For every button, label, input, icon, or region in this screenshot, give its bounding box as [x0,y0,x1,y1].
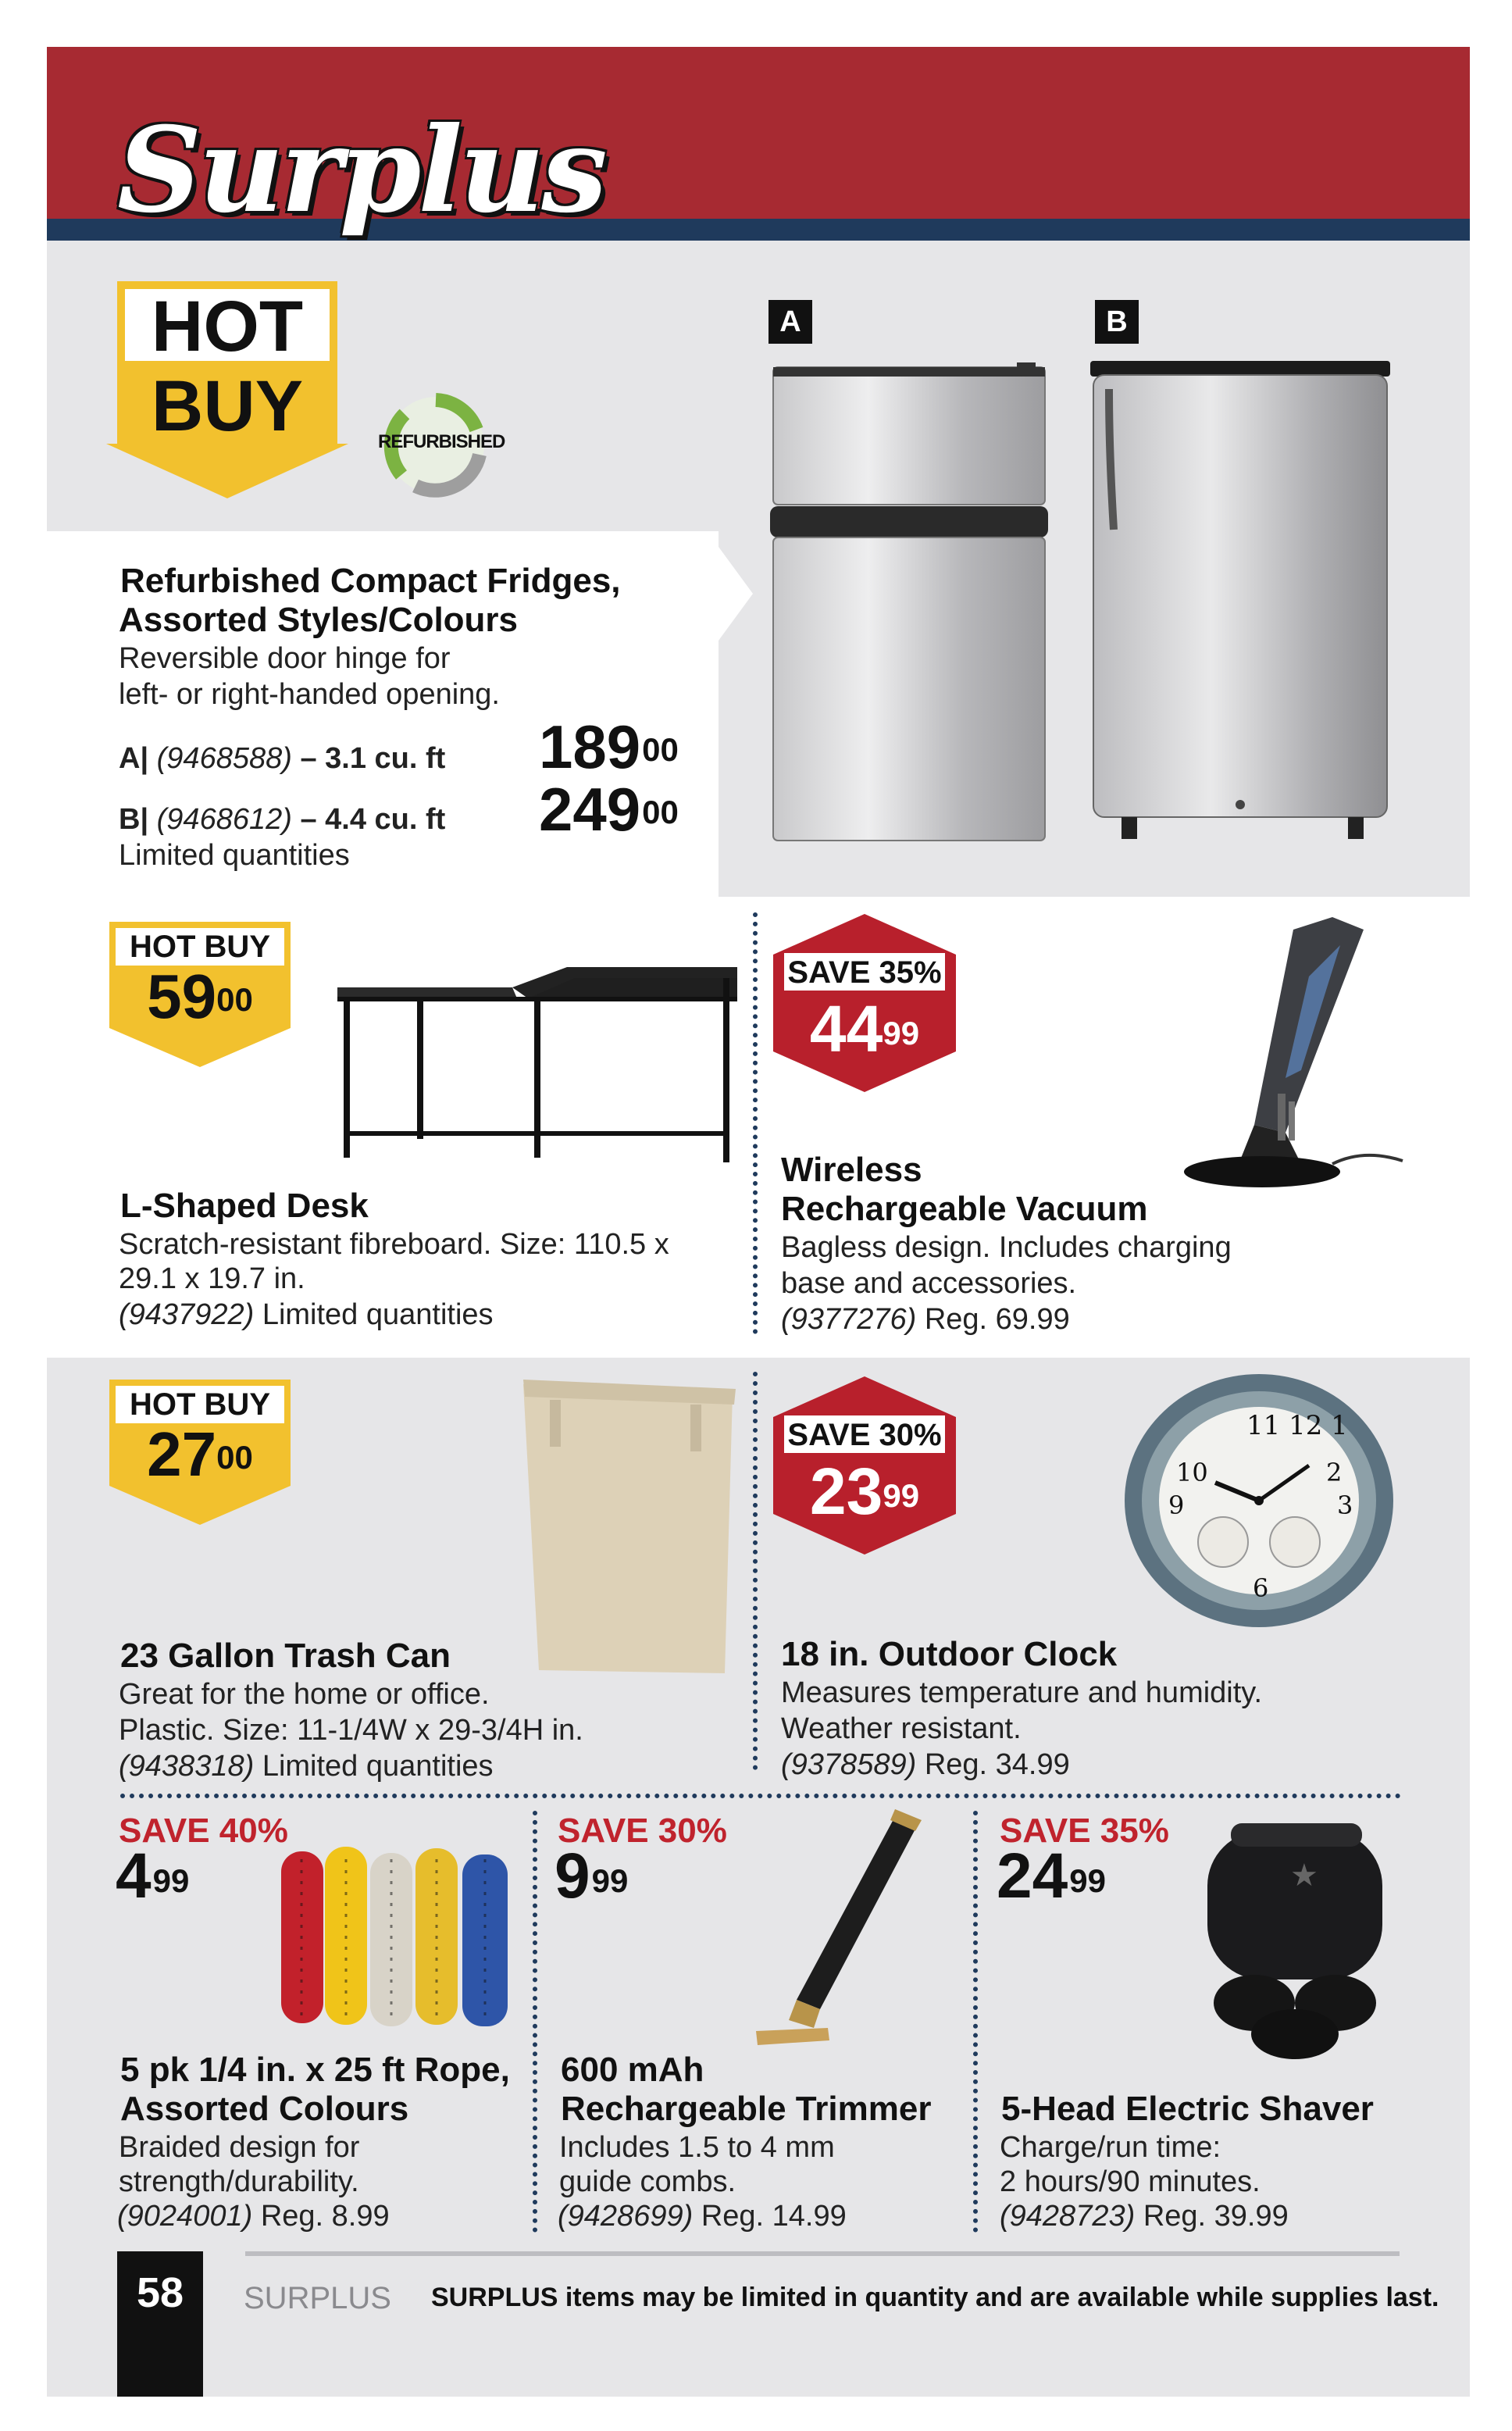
clock-reg: Reg. 34.99 [924,1748,1070,1781]
rope-desc-line2: strength/durability. [119,2165,359,2198]
desk-hot-buy-badge [106,922,294,1067]
vacuum-price-cents: 99 [883,1015,920,1051]
option-b-price-main: 249 [539,775,641,844]
hot-buy-line2: BUY [151,366,304,446]
hot-buy-line2-bg [117,366,337,446]
vacuum-price-main: 44 [809,992,883,1066]
clock-image [1122,1372,1396,1630]
trash-note: Limited quantities [262,1750,494,1783]
vacuum-sku-line [781,1301,1070,1337]
hot-buy-badge [106,281,348,498]
clock-price-cents: 99 [883,1477,920,1514]
fridge-a-label: A [768,300,812,344]
desk-desc-line2: 29.1 x 19.7 in. [119,1262,305,1295]
vacuum-price [773,992,956,1066]
desk-hot-buy-top [109,922,291,966]
trash-can-image [522,1376,737,1678]
trimmer-price-cents: 99 [591,1862,629,1899]
trash-desc-line1: Great for the home or office. [119,1678,490,1711]
refurbished-icon [378,391,505,500]
rope-image [278,1844,515,2031]
desk-price-main: 59 [147,962,217,1031]
shaver-reg: Reg. 39.99 [1143,2200,1289,2233]
trash-title: 23 Gallon Trash Can [120,1637,451,1675]
trimmer-sku: (9428699) [558,2200,694,2233]
hero-desc-line2: left- or right-handed opening. [119,678,500,711]
fridge-b-image [1090,358,1390,845]
trash-hot-buy-badge [106,1380,294,1525]
divider-horizontal [120,1794,1401,1798]
desk-note: Limited quantities [262,1298,494,1331]
option-b-letter: B| [119,803,149,836]
trimmer-save-label: SAVE 30% [558,1812,727,1850]
shaver-price-main: 24 [997,1840,1068,1912]
vacuum-sku: (9377276) [781,1303,917,1336]
hero-card-pointer [719,547,753,641]
clock-sku-line [781,1747,1070,1783]
desk-hot-buy-arrow [109,1028,291,1067]
clock-title: 18 in. Outdoor Clock [781,1635,1118,1673]
trimmer-reg: Reg. 14.99 [701,2200,847,2233]
fridge-a-image [770,362,1048,847]
shaver-sku-line [1000,2198,1289,2234]
desk-image [333,967,739,1164]
trimmer-price [555,1840,629,1912]
shaver-desc-line1: Charge/run time: [1000,2131,1221,2164]
surplus-logo: Surplus [117,102,604,239]
svg-text:2: 2 [1326,1458,1343,1487]
option-b-price [539,775,679,844]
svg-text:9: 9 [1168,1490,1185,1520]
hero-title-line2: Assorted Styles/Colours [119,601,519,639]
rope-reg: Reg. 8.99 [260,2200,390,2233]
hot-buy-arrow [106,444,348,498]
svg-text:6: 6 [1253,1573,1269,1603]
option-a-price-cents: 00 [642,731,679,768]
vacuum-desc-line2: base and accessories. [781,1267,1077,1300]
rope-desc-line1: Braided design for [119,2131,360,2164]
clock-desc-line2: Weather resistant. [781,1712,1022,1745]
trimmer-title-line2: Rechargeable Trimmer [561,2090,932,2128]
vacuum-save-badge [773,914,956,1092]
trimmer-desc-line1: Includes 1.5 to 4 mm [559,2131,835,2164]
trash-hot-buy-arrow [109,1486,291,1525]
vacuum-desc-line1: Bagless design. Includes charging [781,1231,1232,1264]
hot-buy-line1: HOT [151,287,304,366]
svg-text:★: ★ [1290,1858,1318,1894]
option-a-sku: (9468588) [156,742,292,775]
desk-desc-line1: Scratch-resistant fibreboard. Size: 110.5 x [119,1228,669,1261]
page-number: 58 [136,2269,184,2316]
vacuum-title-line2: Rechargeable Vacuum [781,1190,1148,1228]
rope-sku-line [117,2198,390,2234]
rope-sku: (9024001) [117,2200,253,2233]
vacuum-reg: Reg. 69.99 [924,1303,1070,1336]
trimmer-price-main: 9 [555,1840,590,1912]
trash-price-bg [109,1419,291,1489]
clock-desc-line1: Measures temperature and humidity. [781,1676,1263,1709]
shaver-title: 5-Head Electric Shaver [1001,2090,1374,2128]
divider-row2 [753,912,758,1334]
trash-desc-line2: Plastic. Size: 11-1/4W x 29-3/4H in. [119,1714,583,1747]
desk-title: L-Shaped Desk [120,1187,369,1225]
divider-col2 [973,1811,978,2233]
svg-text:11 12 1: 11 12 1 [1246,1410,1348,1441]
desk-price-bg [109,962,291,1031]
hero-limited: Limited quantities [119,839,350,872]
desk-price-cents: 00 [216,981,253,1018]
desk-sku-line [119,1297,494,1333]
option-b-line [119,801,445,837]
clock-save-badge [773,1376,956,1555]
trimmer-desc-line2: guide combs. [559,2165,736,2198]
trash-hot-buy-top [109,1380,291,1423]
hero-title-line1: Refurbished Compact Fridges, [120,562,621,600]
refurbished-label: REFURBISHED [378,431,505,452]
trimmer-image [742,1805,945,2054]
shaver-save-label: SAVE 35% [1000,1812,1169,1850]
vacuum-title-line1: Wireless [781,1151,922,1189]
rope-price-cents: 99 [152,1862,190,1899]
hot-buy-box [117,281,337,369]
trimmer-sku-line [558,2198,847,2234]
vacuum-image [1176,914,1407,1211]
svg-text:3: 3 [1337,1490,1353,1520]
option-b-sku: (9468612) [156,803,292,836]
trash-sku-line [119,1748,494,1784]
shaver-image [1203,1823,1387,2061]
option-a-size: – 3.1 cu. ft [300,742,446,775]
footer-disclaimer: SURPLUS items may be limited in quantity and are available while supplies last. [431,2283,1439,2312]
shaver-price [997,1840,1106,1912]
trash-sku: (9438318) [119,1750,255,1783]
trash-hot-buy-label: HOT BUY [130,1387,270,1422]
divider-col1 [533,1811,537,2233]
shaver-desc-line2: 2 hours/90 minutes. [1000,2165,1261,2198]
shaver-price-cents: 99 [1069,1862,1106,1899]
rope-title-line2: Assorted Colours [120,2090,409,2128]
trash-price-cents: 00 [216,1439,253,1476]
rope-price [116,1840,190,1912]
rope-price-main: 4 [116,1840,152,1912]
desk-sku: (9437922) [119,1298,255,1331]
option-a-letter: A| [119,742,149,775]
vacuum-save-label: SAVE 35% [787,955,942,990]
option-b-price-cents: 00 [642,794,679,830]
option-a-price [539,712,679,781]
footer-section: SURPLUS [244,2281,391,2315]
fridge-b-label: B [1095,300,1139,344]
trash-price-main: 27 [147,1419,217,1489]
option-b-size: – 4.4 cu. ft [300,803,446,836]
clock-save-label: SAVE 30% [787,1418,942,1452]
hero-desc-line1: Reversible door hinge for [119,642,451,675]
footer-rule [245,2251,1400,2256]
clock-sku: (9378589) [781,1748,917,1781]
rope-title-line1: 5 pk 1/4 in. x 25 ft Rope, [120,2051,510,2089]
option-a-line [119,741,445,776]
option-a-price-main: 189 [539,712,641,781]
rope-save-label: SAVE 40% [119,1812,288,1850]
clock-price [773,1455,956,1528]
divider-row3 [753,1372,758,1770]
shaver-sku: (9428723) [1000,2200,1136,2233]
desk-hot-buy-label: HOT BUY [130,930,270,964]
clock-price-main: 23 [809,1455,883,1528]
svg-text:10: 10 [1176,1458,1208,1487]
trimmer-title-line1: 600 mAh [561,2051,704,2089]
